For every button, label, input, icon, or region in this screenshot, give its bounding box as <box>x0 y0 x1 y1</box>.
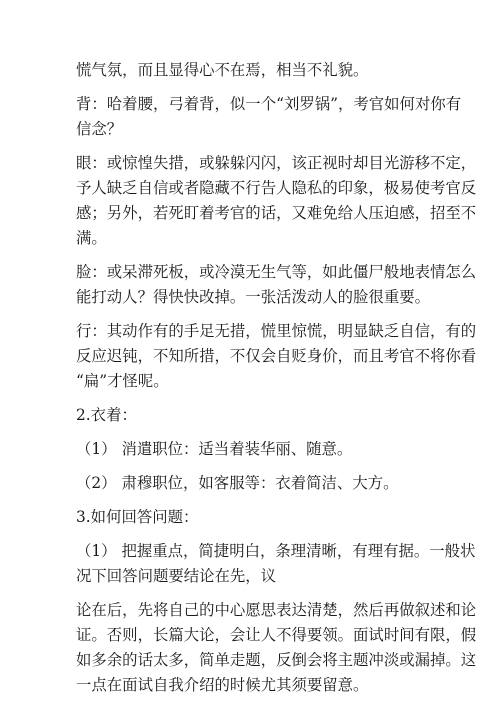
text-line: 论在后，先将自己的中心愿思表达清楚，然后再做叙述和论 <box>76 601 477 619</box>
text-line: 慌气氛，而且显得心不在焉，相当不礼貌。 <box>76 61 369 79</box>
document-page <box>76 58 477 698</box>
text-line: 3.如何回答问题： <box>76 508 199 526</box>
text-line: （1） 把握重点，简捷明白，条理清晰，有理有据。一般状 <box>76 542 476 560</box>
text-line: 一点在面试自我介绍的时候尤其须要留意。 <box>76 676 369 694</box>
paragraph-face <box>76 260 477 310</box>
text-line: “扁”才怪呢。 <box>76 372 169 390</box>
text-line: 眼：或惊惶失措，或躲躲闪闪，该正视时却目光游移不定， <box>76 154 477 172</box>
text-line: 背：哈着腰，弓着背，似一个“刘罗锅”，考官如何对你有 <box>76 95 462 113</box>
text-line: 脸：或呆滞死板，或冷漠无生气等，如此僵尸般地表情怎么 <box>76 263 477 281</box>
list-item <box>76 437 448 462</box>
list-item <box>76 471 448 496</box>
text-line: 2.衣着： <box>76 406 137 424</box>
text-line: 感；另外，若死盯着考官的话，又难免给人压迫感，招至不 <box>76 204 477 222</box>
text-line: 况下回答问题要结论在先，议 <box>76 567 277 585</box>
section-heading-answering <box>76 505 448 530</box>
text-line: 证。否则，长篇大论，会让人不得要领。面试时间有限，假 <box>76 626 477 644</box>
text-line: 能打动人？得快快改掉。一张活泼动人的脸很重要。 <box>76 288 430 306</box>
text-line: （1） 消遣职位：适当着装华丽、随意。 <box>76 440 353 458</box>
text-line: 满。 <box>76 229 107 247</box>
list-item <box>76 539 476 589</box>
section-heading-clothing <box>76 403 448 428</box>
text-line: 反应迟钝，不知所措，不仅会自贬身价，而且考官不将你看 <box>76 347 477 365</box>
text-line: （2） 肃穆职位，如客服等：衣着简洁、大方。 <box>76 474 399 492</box>
paragraph-action <box>76 319 477 394</box>
text-line: 行：其动作有的手足无措，慌里惊慌，明显缺乏自信，有的 <box>76 322 477 340</box>
paragraph-tension <box>76 58 448 83</box>
text-line: 如多余的话太多，简单走题，反倒会将主题冲淡或漏掉。这 <box>76 651 477 669</box>
text-line: 信念？ <box>76 120 123 138</box>
paragraph-back <box>76 92 462 142</box>
paragraph-eyes <box>76 151 477 251</box>
paragraph-conclusion <box>76 598 477 698</box>
text-line: 予人缺乏自信或者隐藏不行告人隐私的印象，极易使考官反 <box>76 179 477 197</box>
